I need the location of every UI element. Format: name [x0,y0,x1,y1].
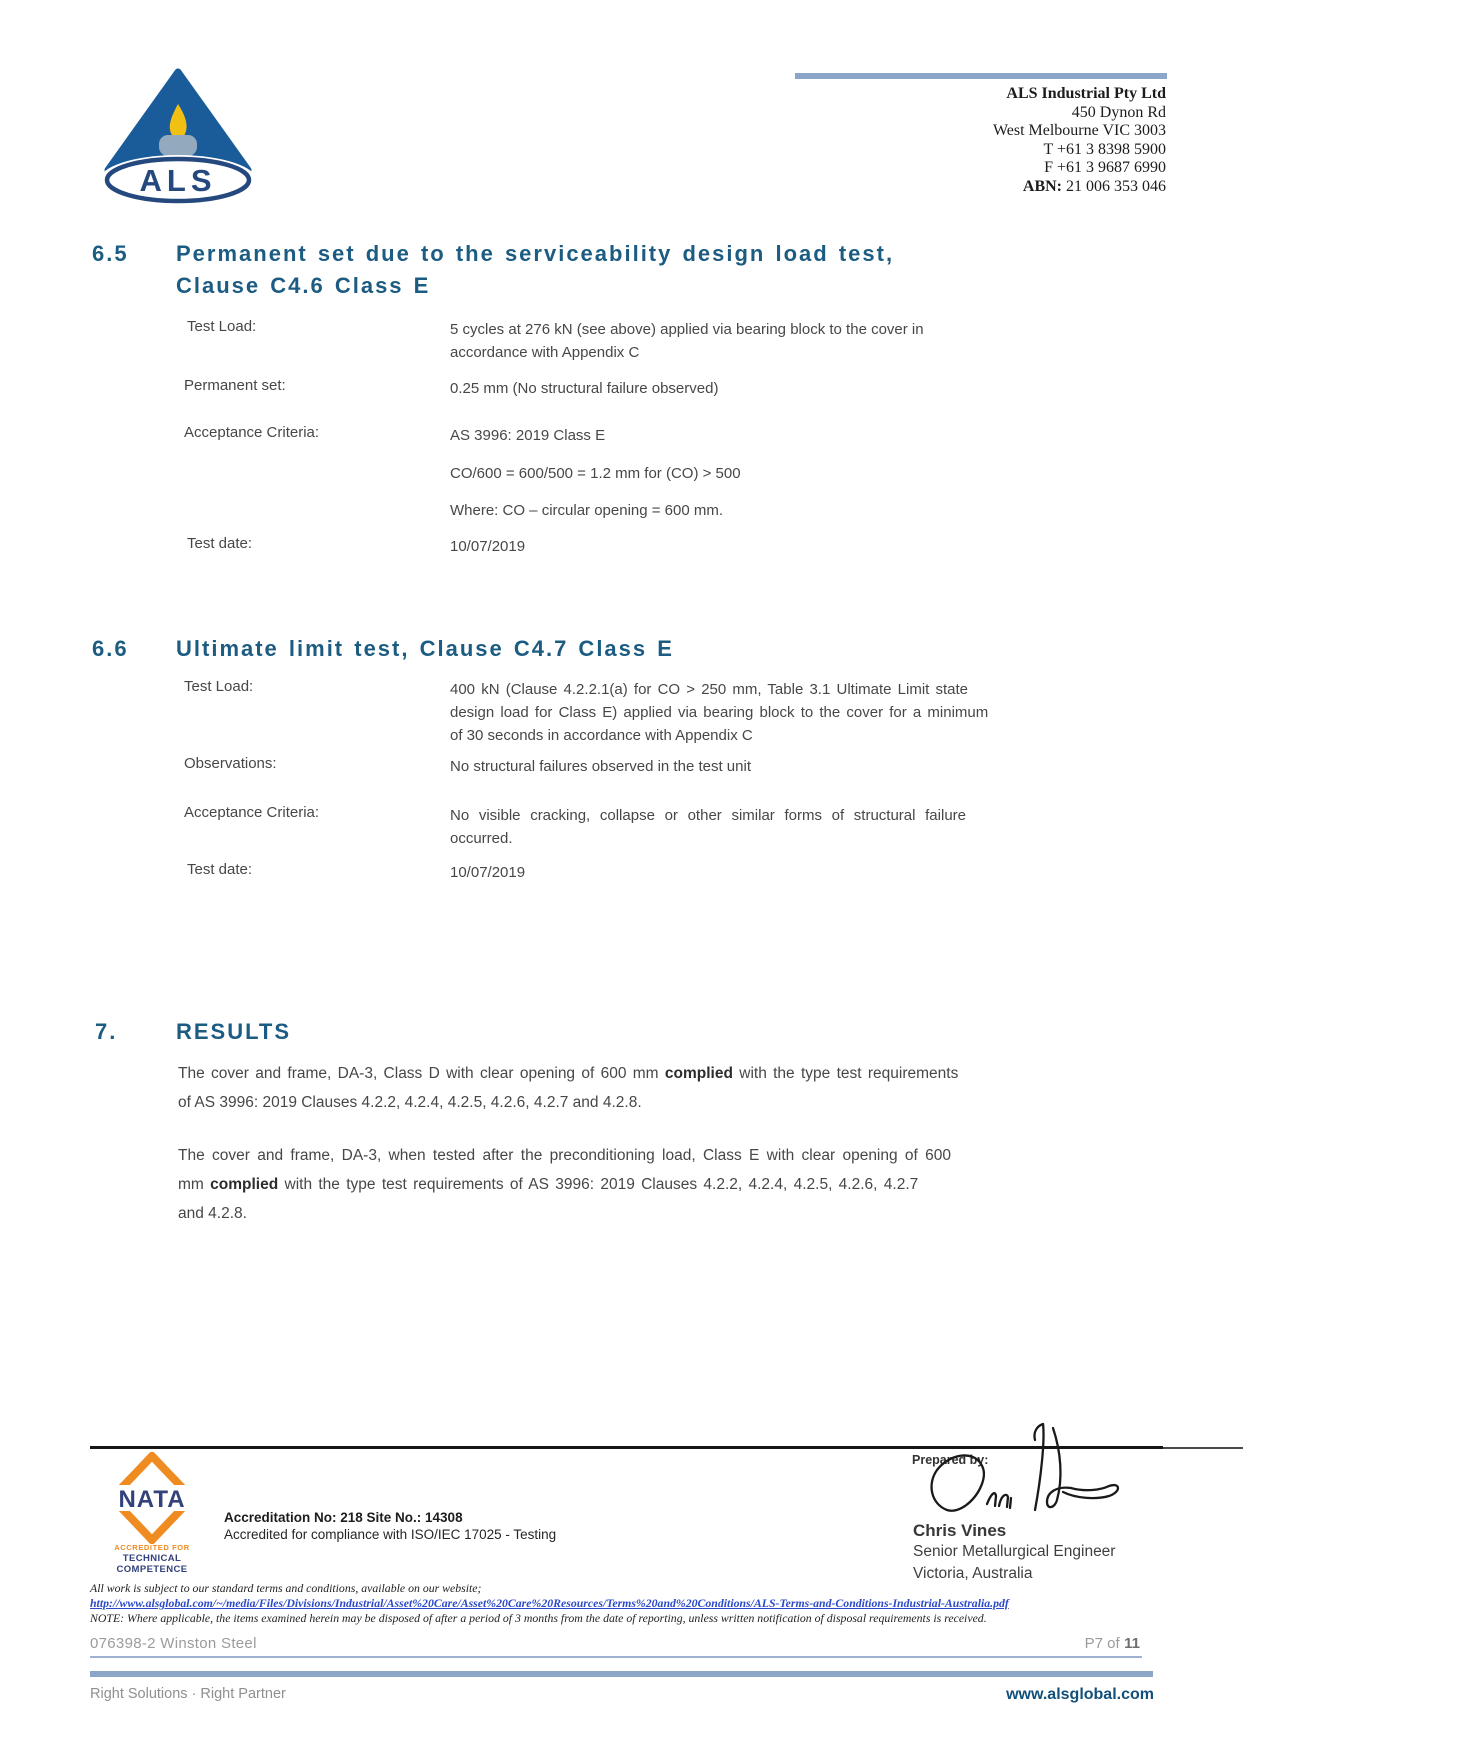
row-value-line: design load for Class E) applied via bearing block to the cover for a minimum [450,704,989,721]
row-value [450,755,751,778]
nata-logo [108,1452,196,1544]
signatory-name: Chris Vines [913,1521,1007,1540]
row-label: Acceptance Criteria: [184,424,320,441]
abn-line [993,178,1166,197]
company-name: ALS Industrial Pty Ltd [1006,85,1166,102]
results-paragraph-2 [178,1141,951,1228]
als-logo [95,66,263,204]
section-number: 7. [95,1019,118,1044]
address-line: 450 Dynon Rd [1071,103,1166,121]
terms-link[interactable]: http://www.alsglobal.com/~/media/Files/Divisions/Industrial/Asset%20Care/Asset%20Care%20Resources/Terms%20and%20Conditions/ALS-Terms-and-Conditions-Industrial-Australia.pdf [90,1596,1009,1610]
section-title: Permanent set due to the serviceability design load test, [176,241,895,266]
nata-logo-text: NATA [118,1486,186,1513]
row-value-line: of 30 seconds in accordance with Appendix C [450,727,753,744]
row-value-line: 400 kN (Clause 4.2.2.1(a) for CO > 250 mm, Table 3.1 Ultimate Limit state [450,681,969,698]
section-number: 6.5 [92,241,129,266]
row-label: Test date: [187,535,253,552]
row-value-line: AS 3996: 2019 Class E [450,427,606,444]
row-value-line: 5 cycles at 276 kN (see above) applied via bearing block to the cover in [450,321,924,338]
paragraph-line [178,1170,951,1199]
row-value-line: Where: CO – circular opening = 600 mm. [450,502,724,519]
signature-strokes [932,1424,1118,1511]
text-run: with the type test requirements of AS 3996: 2019 Clauses 4.2.2, 4.2.4, 4.2.5, 4.2.6, 4.2.7 [278,1176,919,1193]
row-value-line: accordance with Appendix C [450,344,640,361]
abn-label: ABN: [1022,177,1062,195]
paragraph-line [178,1059,958,1088]
row-value-line: 10/07/2019 [450,538,526,555]
nata-accredited-for: ACCREDITED FOR [114,1543,190,1552]
row-value [450,861,525,884]
brand-tagline: Right Solutions · Right Partner [90,1686,286,1702]
page-number: 11 [1124,1635,1140,1652]
nata-technical: TECHNICAL [122,1553,182,1564]
section-number: 6.6 [92,636,129,661]
phone-line: T +61 3 8398 5900 [1043,140,1166,158]
section-title: Clause C4.6 Class E [176,273,431,298]
complied-emphasis: complied [664,1065,733,1082]
row-label: Acceptance Criteria: [184,804,320,821]
als-candle-icon [159,135,197,156]
als-logo-text: ALS [139,163,217,198]
signatory-location: Victoria, Australia [913,1565,1033,1582]
document-reference: 076398-2 Winston Steel [90,1635,257,1652]
row-value [450,318,924,364]
bottom-rule-thin [90,1656,1142,1658]
row-label: Test Load: [184,678,254,695]
complied-emphasis: complied [210,1176,279,1193]
row-value-line: No visible cracking, collapse or other similar forms of structural failure [450,807,966,824]
signatory-title: Senior Metallurgical Engineer [913,1543,1116,1560]
address-line: West Melbourne VIC 3003 [992,122,1166,140]
header-rule [795,73,1167,79]
paragraph-line: The cover and frame, DA-3, when tested after the preconditioning load, Class E with clear opening of 600 [178,1147,952,1164]
row-value [450,377,718,400]
page-indicator [1085,1635,1140,1653]
row-label: Test Load: [187,318,257,335]
row-value-line: 10/07/2019 [450,864,526,881]
row-value [450,424,605,447]
website-link[interactable]: www.alsglobal.com [1006,1686,1154,1703]
nata-competence: COMPETENCE [116,1564,188,1575]
fax-line: F +61 3 9687 6990 [1044,159,1166,177]
row-value [450,462,741,485]
row-value-line: 0.25 mm (No structural failure observed) [450,380,719,397]
row-value [450,499,723,522]
row-label: Observations: [184,755,277,772]
results-paragraph-1 [178,1059,958,1117]
row-value-line: No structural failures observed in the test unit [450,758,751,775]
accreditation-number: Accreditation No: 218 Site No.: 14308 [224,1510,463,1525]
accreditation-compliance: Accredited for compliance with ISO/IEC 17025 - Testing [224,1527,557,1542]
paragraph-line: and 4.2.8. [178,1205,247,1222]
row-value [450,678,988,747]
prepared-by-label: Prepared by: [912,1453,989,1467]
section-title: Ultimate limit test, Clause C4.7 Class E [176,636,674,661]
row-label: Permanent set: [184,377,286,394]
terms-line: All work is subject to our standard terms and conditions, available on our website; [90,1581,482,1595]
abn-value: 21 006 353 046 [1066,177,1166,195]
footer-rule-thin [1163,1447,1243,1449]
text-run: The cover and frame, DA-3, Class D with clear opening of 600 mm [178,1065,665,1082]
row-value [450,804,966,850]
row-value [450,535,525,558]
signature-image [925,1418,1125,1524]
row-value-line: CO/600 = 600/500 = 1.2 mm for (CO) > 500 [450,465,741,482]
text-run: with the type test requirements [732,1065,959,1082]
disposal-note: NOTE: Where applicable, the items examined herein may be disposed of after a period of 3 months from the date of reporting, unless written notification of disposal requirements is received. [90,1611,987,1625]
section-title: RESULTS [176,1019,292,1044]
bottom-rule-bar [90,1671,1153,1677]
paragraph-line: of AS 3996: 2019 Clauses 4.2.2, 4.2.4, 4.2.5, 4.2.6, 4.2.7 and 4.2.8. [178,1094,642,1111]
text-run: mm [178,1176,211,1193]
company-address-block [993,85,1166,197]
row-label: Test date: [187,861,253,878]
page-prefix: P7 of [1084,1635,1120,1652]
row-value-line: occurred. [450,830,513,847]
